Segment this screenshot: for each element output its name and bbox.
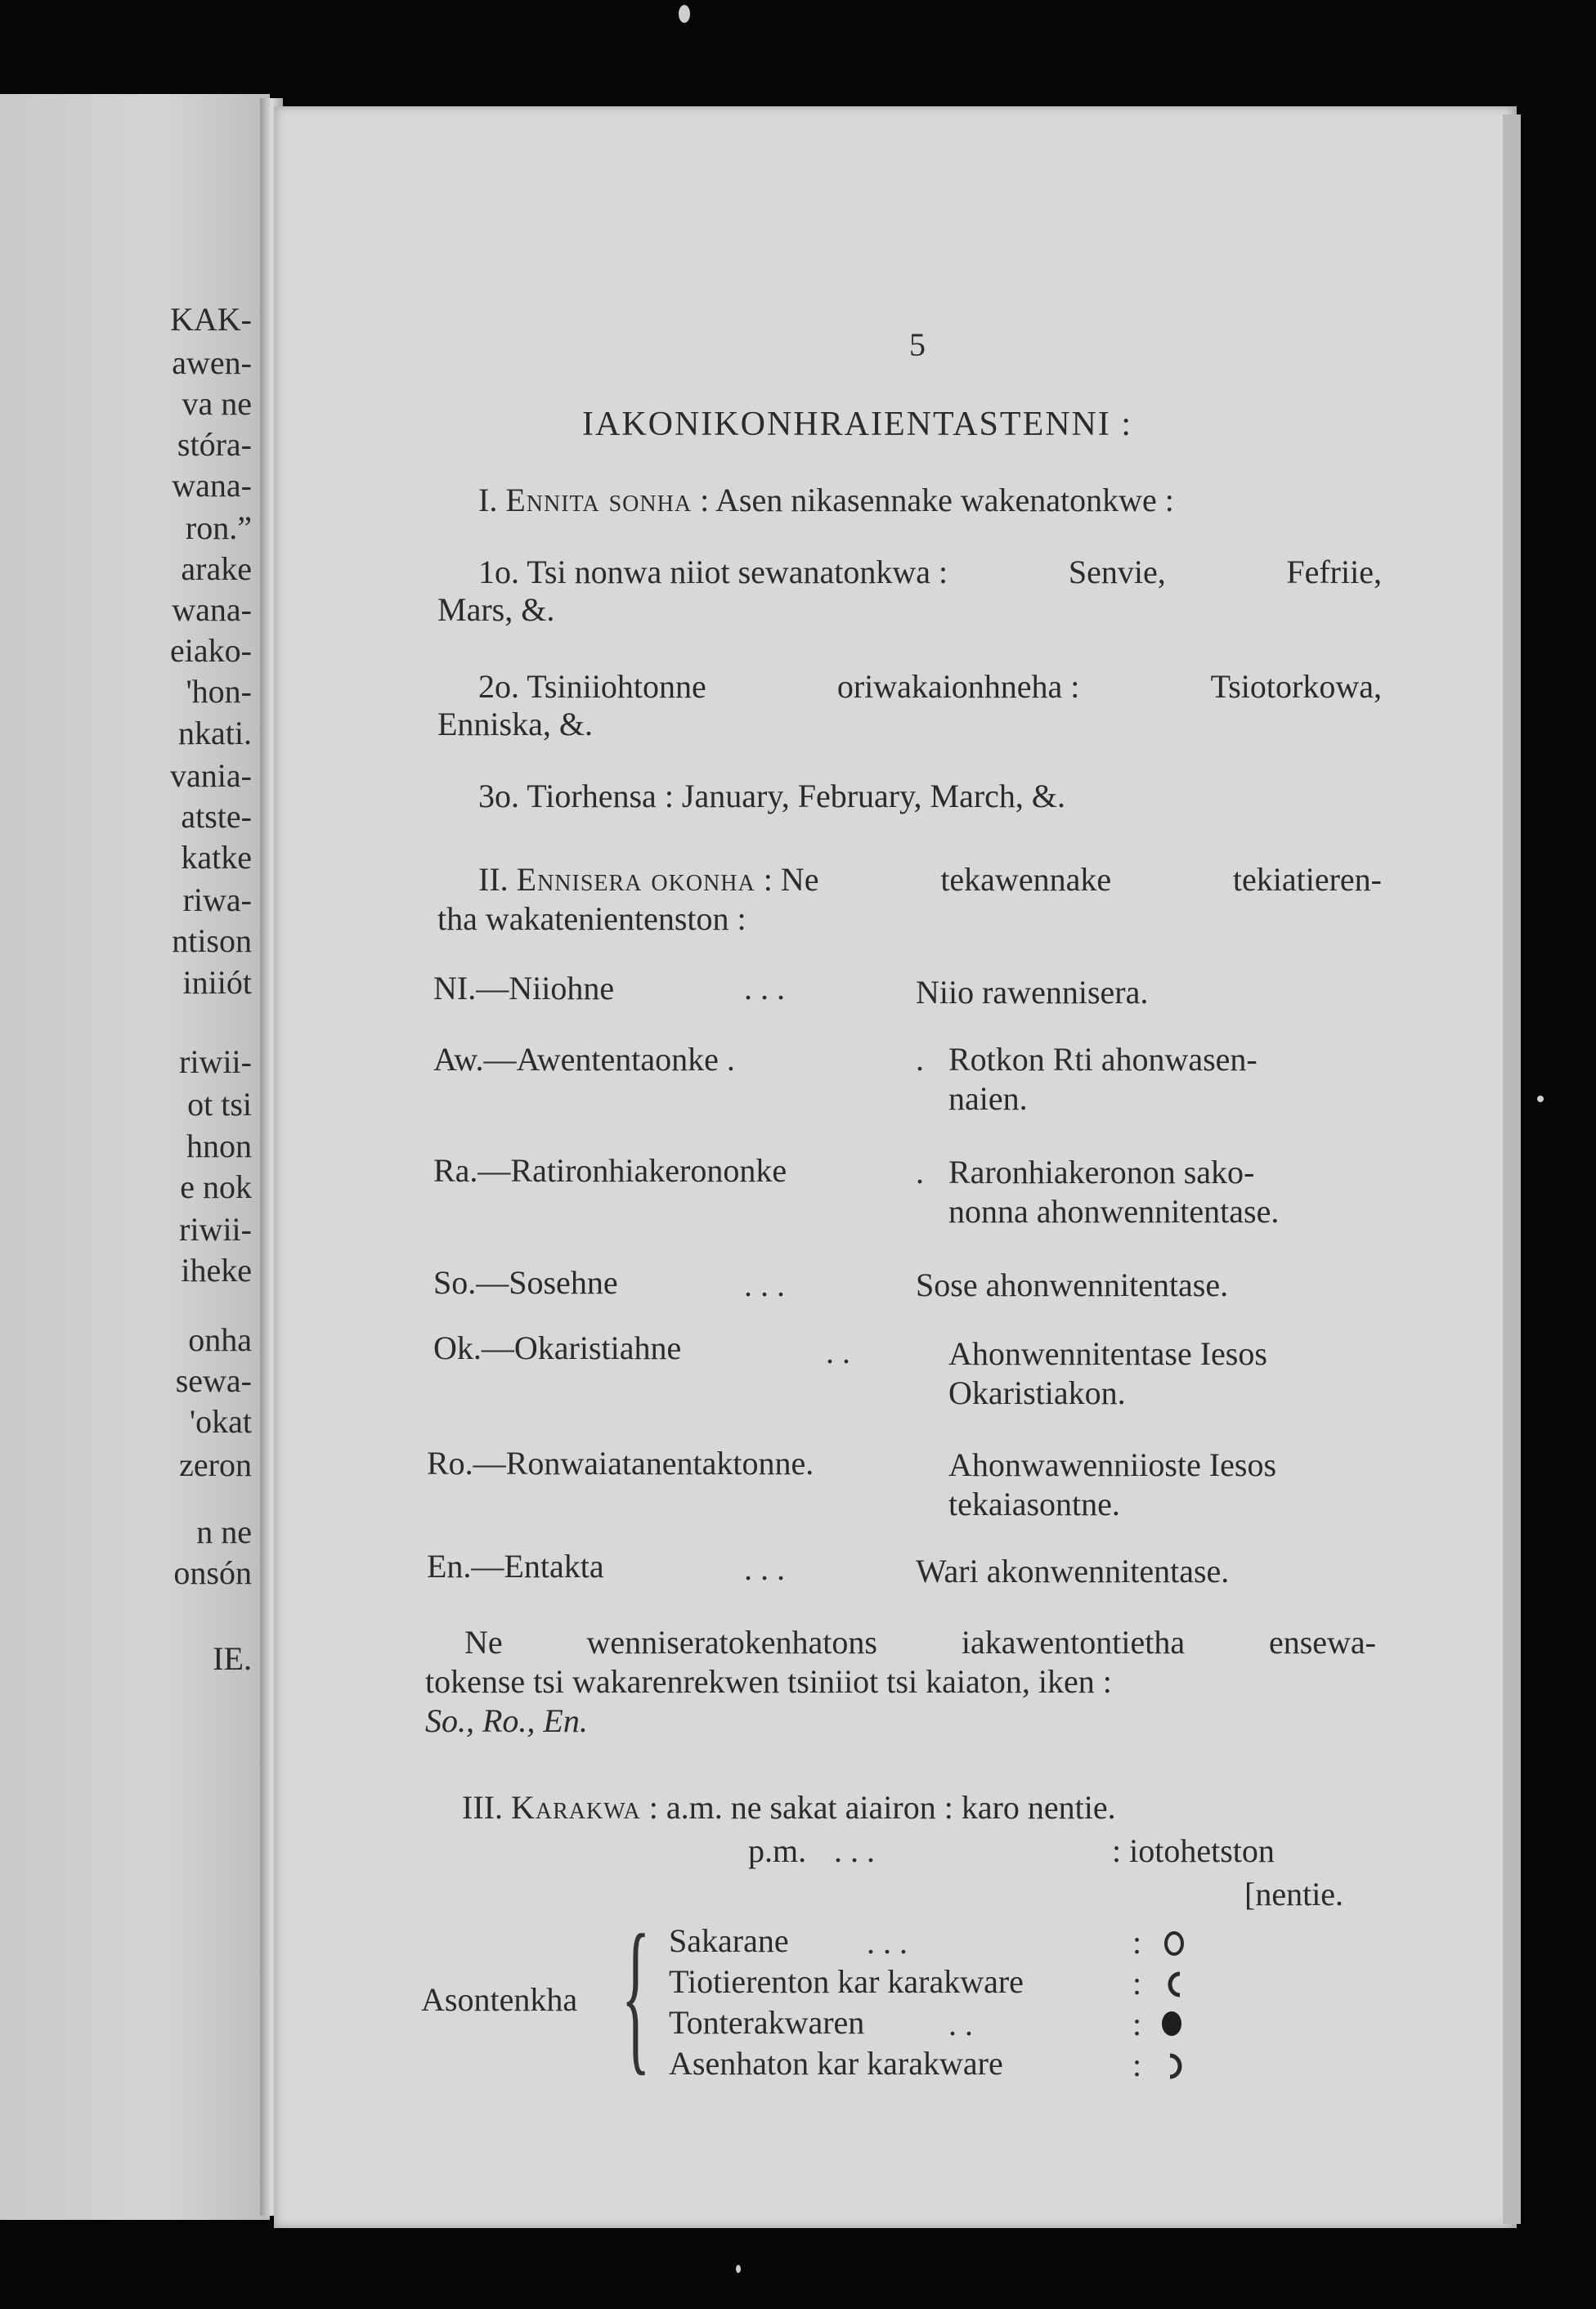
page-number: 5 <box>909 326 926 363</box>
section-text: : Asen nikasennake wakenatonkwe : <box>700 482 1174 518</box>
facing-page-fragment: wana- <box>172 467 252 504</box>
page-edge <box>1503 114 1521 2224</box>
facing-page-fragment: wana- <box>172 591 252 628</box>
list-item: 1o. Tsi nonwa niiot sewanatonkwa : Senvie, Fefriie, <box>478 554 1382 590</box>
facing-page-fragment: 'okat <box>189 1403 252 1440</box>
abbr-entry: Ro.—Ronwaiatanentaktonne. <box>427 1445 814 1482</box>
facing-page-fragment: eiako- <box>170 632 252 669</box>
first-quarter-moon-icon <box>1163 1970 1185 1998</box>
page-title: IAKONIKONHRAIENTASTENNI : <box>582 406 1133 443</box>
abbr-entry: Ra.—Ratironhiakerononke <box>433 1152 787 1189</box>
abbr-entry: Aw.—Awententaonke . <box>433 1041 735 1078</box>
abbr-entry: So.—Sosehne <box>433 1264 618 1301</box>
facing-page-fragment: ntison <box>172 922 252 959</box>
facing-page-fragment: KAK- <box>170 301 252 338</box>
phase-name: Tiotierenton kar karakware <box>669 1963 1024 2000</box>
new-moon-icon <box>1161 2010 1182 2038</box>
facing-page-fragment: zeron <box>179 1446 252 1483</box>
phase-name: Sakarane <box>669 1922 789 1959</box>
section-3-heading: III. Karakwa : a.m. ne sakat aiairon : karo nentie. <box>462 1789 1116 1826</box>
abbr-desc: Rotkon Rti ahonwasen- <box>948 1041 1258 1078</box>
dust-speck <box>1537 1096 1544 1102</box>
abbr-desc: Ahonwennitentase Iesos <box>948 1335 1267 1372</box>
section-1-heading <box>478 481 1174 520</box>
facing-page-fragment: riwa- <box>182 881 252 918</box>
list-item: 2o. Tsiniiohtonne oriwakaionhneha : Tsiotorkowa, <box>478 668 1382 705</box>
facing-page-fragment: vania- <box>170 757 252 794</box>
section-2-heading: II. Ennisera okonha : Ne tekawennake tekiatieren- <box>478 861 1382 898</box>
facing-page-fragment: arake <box>181 550 252 587</box>
abbr-desc: Niio rawennisera. <box>916 974 1149 1011</box>
facing-page-fragment: n ne <box>196 1513 252 1550</box>
section-number: I. <box>478 482 498 518</box>
dust-speck <box>679 5 690 23</box>
facing-page-fragment: awen- <box>172 344 252 381</box>
facing-page-fragment: stóra- <box>177 426 252 463</box>
facing-page-fragment: IE. <box>213 1640 252 1677</box>
section-head: Ennita sonha <box>505 482 693 518</box>
facing-page-fragment: ot tsi <box>187 1086 252 1123</box>
note-paragraph: Ne wenniseratokenhatons iakawentontietha ensewa- <box>464 1624 1376 1661</box>
facing-page-fragment: riwii- <box>179 1211 252 1248</box>
facing-page-fragment: onha <box>188 1321 252 1358</box>
phase-name: Asenhaton kar karakware <box>669 2045 1003 2082</box>
pm-label: p.m. <box>748 1832 807 1869</box>
facing-page-fragment: atste- <box>181 798 252 835</box>
list-item-cont: Mars, &. <box>437 591 555 628</box>
abbr-entry: En.—Entakta <box>427 1548 604 1585</box>
group-label: Asontenkha <box>421 1981 578 2018</box>
list-item: 3o. Tiorhensa : January, February, March, &. <box>478 778 1066 814</box>
pm-value: : iotohetston <box>1112 1832 1275 1869</box>
facing-page-fragment: iniiót <box>182 964 252 1001</box>
last-quarter-moon-icon <box>1163 2052 1185 2080</box>
list-item-cont: Enniska, &. <box>437 706 593 742</box>
facing-page-fragment: onsón <box>173 1554 252 1591</box>
facing-page-fragment: ron.” <box>185 509 252 546</box>
abbr-entry: NI.—Niiohne <box>433 970 615 1007</box>
facing-page-fragment: sewa- <box>175 1362 252 1399</box>
facing-page-fragment: 'hon- <box>186 673 252 710</box>
abbr-desc: Ahonwawenniioste Iesos <box>948 1446 1277 1483</box>
dust-speck <box>736 2265 741 2273</box>
abbr-desc: Sose ahonwennitentase. <box>916 1267 1229 1303</box>
abbr-desc: Raronhiakeronon sako- <box>948 1154 1255 1190</box>
facing-page-fragment: e nok <box>180 1168 252 1205</box>
section-2-line2: tha wakatenientenston : <box>437 900 746 937</box>
phase-name: Tonterakwaren <box>669 2004 865 2041</box>
abbr-desc: Wari akonwennitentase. <box>916 1553 1230 1589</box>
facing-page-fragment: va ne <box>182 385 252 422</box>
facing-page-fragment: nkati. <box>178 715 252 751</box>
facing-page <box>0 94 270 2220</box>
facing-page-fragment: hnon <box>186 1128 252 1164</box>
full-moon-icon <box>1163 1930 1185 1957</box>
facing-page-fragment: riwii- <box>179 1043 252 1080</box>
abbr-entry: Ok.—Okaristiahne <box>433 1329 682 1366</box>
brace: { <box>621 1900 651 2090</box>
pm-cont: [nentie. <box>1244 1876 1344 1912</box>
facing-page-fragment: iheke <box>181 1252 252 1289</box>
facing-page-fragment: katke <box>181 839 252 876</box>
